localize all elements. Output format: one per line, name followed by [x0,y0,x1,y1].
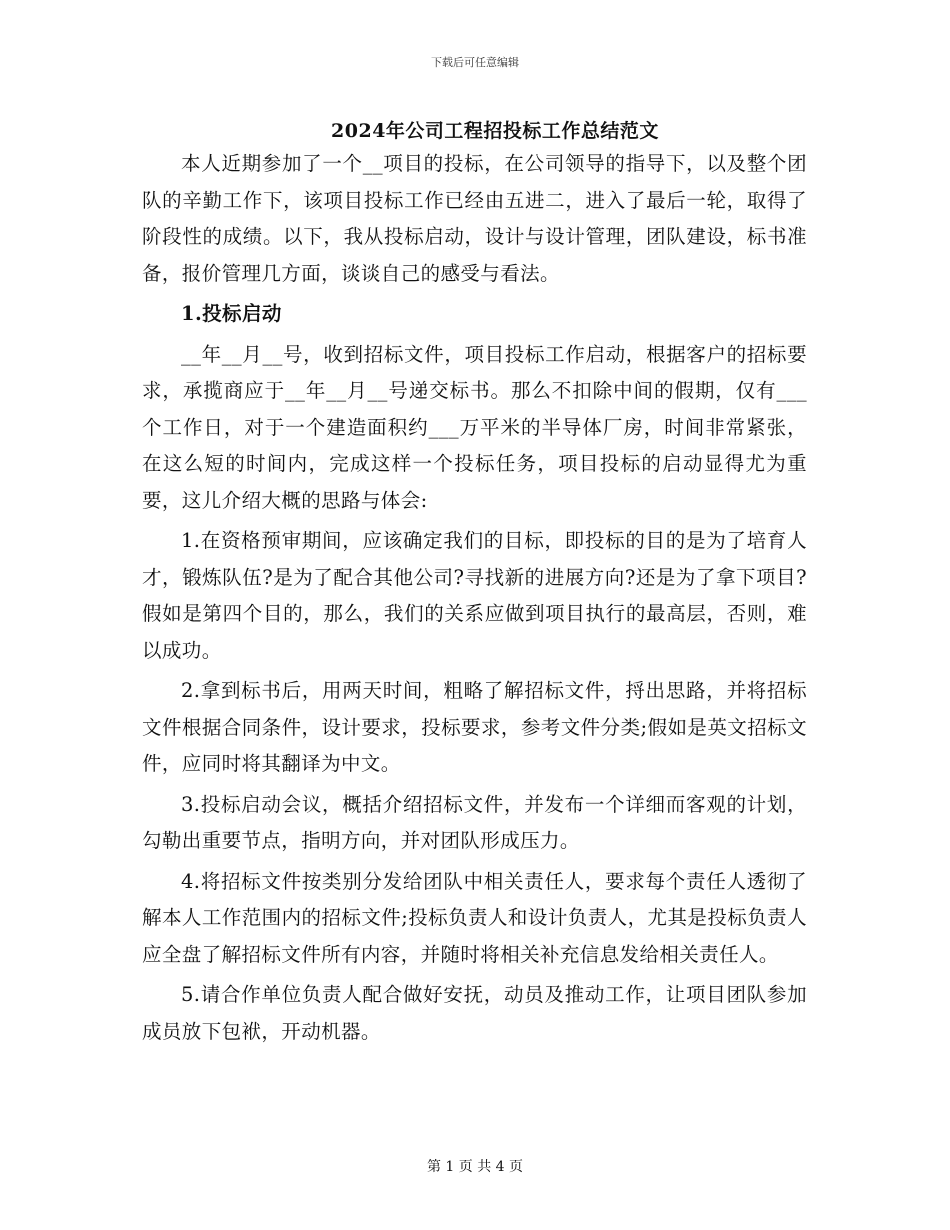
list-item-4: 4.将招标文件按类别分发给团队中相关责任人，要求每个责任人透彻了解本人工作范围内的招标文件;投标负责人和设计负责人，尤其是投标负责人应全盘了解招标文件所有内容，并随时将相关补充信息发给相关责任人。 [142,869,807,966]
list-item-3: 3.投标启动会议，概括介绍招标文件，并发布一个详细而客观的计划，勾勒出重要节点，指明方向，并对团队形成压力。 [142,792,807,852]
list-item-1: 1.在资格预审期间，应该确定我们的目标，即投标的目的是为了培育人才，锻炼队伍?是为了配合其他公司?寻找新的进展方向?还是为了拿下项目?假如是第四个目的，那么，我们的关系应做到项目执行的最高层，否则，难以成功。 [142,529,807,662]
paragraph-intro: 本人近期参加了一个__项目的投标，在公司领导的指导下，以及整个团队的辛勤工作下，该项目投标工作已经由五进二，进入了最后一轮，取得了阶段性的成绩。以下，我从投标启动，设计与设计管理，团队建设，标书准备，报价管理几方面，谈谈自己的感受与看法。 [142,152,807,285]
header-note: 下载后可任意编辑 [431,56,519,69]
paragraph-schedule: __年__月__号，收到招标文件，项目投标工作启动，根据客户的招标要求，承揽商应于__年__月__号递交标书。那么不扣除中间的假期，仅有___个工作日，对于一个建造面积约___万平米的半导体厂房，时间非常紧张，在这么短的时间内，完成这样一个投标任务，项目投标的启动显得尤为重要，这儿介绍大概的思路与体会: [142,342,807,512]
section-heading-bid-launch: 1.投标启动 [181,302,282,325]
document-body [142,146,807,1054]
list-item-2: 2.拿到标书后，用两天时间，粗略了解招标文件，捋出思路，并将招标文件根据合同条件，设计要求，投标要求，参考文件分类;假如是英文招标文件，应同时将其翻译为中文。 [142,679,807,775]
list-item-5: 5.请合作单位负责人配合做好安抚，动员及推动工作，让项目团队参加成员放下包袱，开动机器。 [142,983,807,1043]
document-title: 2024年公司工程招投标工作总结范文 [331,120,659,142]
page-number: 第 1 页 共 4 页 [426,1159,524,1175]
